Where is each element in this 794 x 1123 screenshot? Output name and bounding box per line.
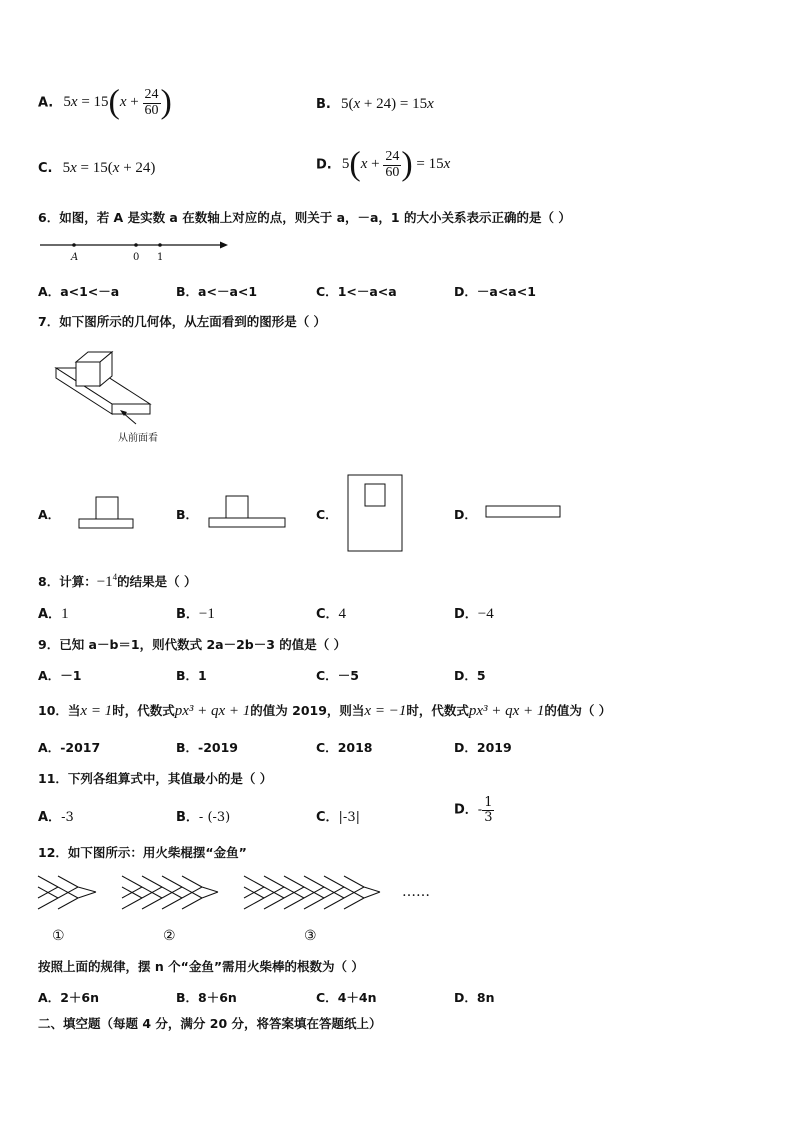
q12-figure-label-2: ② [163,928,176,944]
q12-goldfish-figure-1 [36,872,106,922]
q10-stem: 10．当x = 1时，代数式px³ + qx + 1的值为 2019，则当x = −1时，代数式px³ + qx + 1的值为（ ） [38,703,612,719]
q7-figure-caption: 从前面看 [118,433,158,444]
q12-stem: 12．如下图所示：用火柴棍摆“金鱼” [38,845,247,860]
q6-label-1: 1 [157,252,164,263]
q7-option-d-label: D． [454,507,477,522]
q11-stem: 11．下列各组算式中，其值最小的是（ ） [38,771,273,786]
q11-option-b: B．- (-3) [176,810,231,825]
q7-stem: 7．如下图所示的几何体，从左面看到的图形是（ ） [38,314,327,329]
q8-expression: $-1^4$ [96,572,118,590]
q8-option-d: D．−4 [454,606,494,622]
q6-label-a: A [71,252,79,263]
q11-option-d: D．- $\frac{1}{3}$ [454,795,493,825]
q7-option-b-shape [208,495,288,535]
q12-option-b: B．8＋6n [176,990,237,1005]
q7-option-b-label: B． [176,507,199,522]
q12-question: 按照上面的规律，摆 n 个“金鱼”需用火柴棒的根数为（ ） [38,959,364,974]
q11-option-c: C．|-3| [316,810,360,825]
q5-option-c: C. 5x = 15(x + 24) [38,160,156,176]
q6-point-0 [134,243,138,247]
q12-option-c: C．4＋4n [316,990,377,1005]
q9-option-a: A．－1 [38,668,82,683]
q6-option-a: A．a<1<－a [38,284,120,299]
q9-stem: 9．已知 a－b＝1，则代数式 2a－2b－3 的值是（ ） [38,637,347,652]
q12-goldfish-figure-2 [120,872,230,922]
q5-option-b-expr: 5(x + 24) = 15x [341,96,434,112]
q5-option-d: D. 5(x + $\frac{24}{60}$ ) = 15x [316,146,451,183]
q5-option-b: B. 5(x + 24) = 15x [316,96,434,112]
q8-option-c: C．4 [316,606,347,622]
q9-option-d: D．5 [454,668,486,683]
q7-option-d-shape [485,505,565,521]
q8-option-b: B．−1 [176,606,215,622]
q9-option-c: C．－5 [316,668,359,683]
q10-option-d: D．2019 [454,740,512,755]
q12-option-d: D．8n [454,990,495,1005]
q7-solid-figure [54,348,154,428]
q6-stem: 6．如图，若 A 是实数 a 在数轴上对应的点，则关于 a，－a，1 的大小关系表示正确的是（ ） [38,210,571,225]
q9-option-b: B．1 [176,668,207,683]
q10-option-c: C．2018 [316,740,373,755]
q12-goldfish-figure-3 [242,872,392,922]
q5-option-a-expr: 5x = 15(x + $\frac{24}{60}$ ) [63,84,172,121]
q6-option-c: C．1<－a<a [316,284,397,299]
q6-option-b: B．a<－a<1 [176,284,258,299]
q5-option-a: A. 5x = 15(x + $\frac{24}{60}$ ) [38,84,172,121]
q10-option-a: A．-2017 [38,740,101,755]
q12-figure-label-3: ③ [304,928,317,944]
section-2-heading: 二、填空题（每题 4 分，满分 20 分，将答案填在答题纸上） [38,1016,382,1031]
q8-option-a: A．1 [38,606,69,622]
q11-option-a: A．-3 [38,810,74,825]
q7-option-c-label: C． [316,507,338,522]
q6-option-d: D．－a<a<1 [454,284,536,299]
q5-option-c-expr: 5x = 15(x + 24) [62,160,156,176]
q12-ellipsis: …… [402,884,430,900]
q6-point-1 [158,243,162,247]
q6-label-0: 0 [133,252,140,263]
q7-option-a-label: A． [38,507,61,522]
q7-option-a-shape [78,496,138,536]
q6-point-a [72,243,76,247]
q5-option-d-expr: 5(x + $\frac{24}{60}$ ) = 15x [341,146,451,183]
q7-option-c-shape [347,474,407,554]
q12-figure-label-1: ① [52,928,65,944]
q10-option-b: B．-2019 [176,740,239,755]
q8-stem: 8．计算：$-1^4$的结果是（ ） [38,572,197,590]
q12-option-a: A．2＋6n [38,990,99,1005]
